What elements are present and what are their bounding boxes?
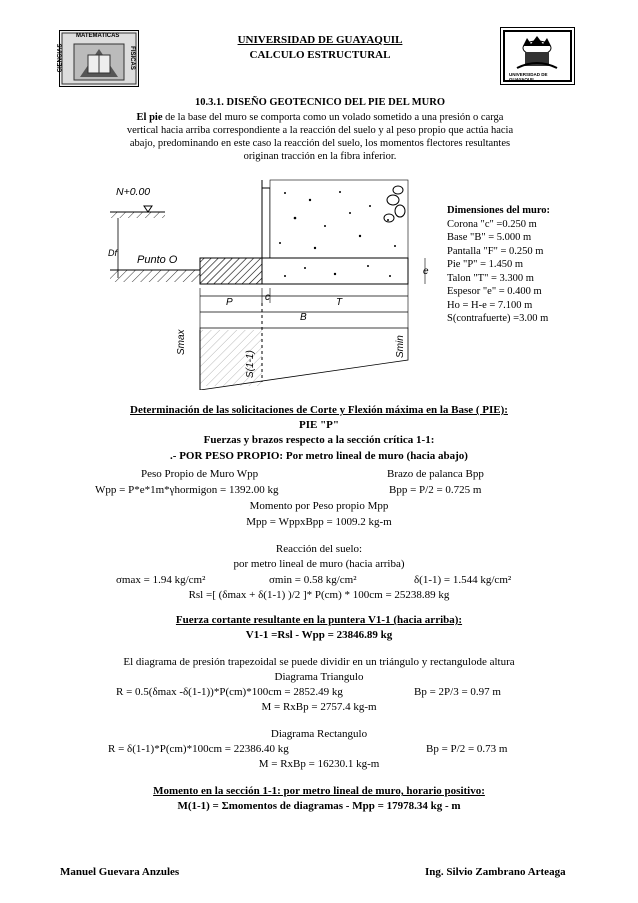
intro-line-3: abajo, predominando en este caso la reacción del suelo, los momentos flectores resultantes — [129, 138, 511, 149]
intro-line-1 — [100, 111, 540, 124]
rsl-value: Rsl =[ (δmax + δ(1-1) )/2 ]* P(cm) * 100cm = 25238.89 kg — [188, 589, 450, 601]
df-label: Df — [108, 248, 117, 258]
intro-bold: El pie — [136, 112, 163, 123]
dim-base: Base "B" = 5.000 m — [447, 232, 532, 243]
ground-hatch — [110, 212, 165, 218]
mpp-value: Mpp = WppxBpp = 1009.2 kg-m — [246, 516, 392, 528]
footer-teacher: Ing. Silvio Zambrano Arteaga — [425, 866, 566, 878]
smax-label: Smax — [176, 329, 187, 355]
mpp-label: Momento por Peso propio Mpp — [249, 500, 389, 512]
c-label: c — [265, 292, 270, 303]
bpp-label: Brazo de palanca Bpp — [387, 468, 484, 480]
level-label: N+0.00 — [116, 186, 151, 198]
course-title: CALCULO ESTRUCTURAL — [249, 49, 391, 61]
rectangle-title: Diagrama Rectangulo — [270, 728, 368, 740]
dim-pantalla: Pantalla "F" = 0.250 m — [447, 245, 544, 257]
shear-title: Fuerza cortante resultante en la puntera V1-1 (hacia arriba): — [175, 614, 463, 626]
university-title: UNIVERSIDAD DE GUAYAQUIL — [237, 34, 403, 46]
b-label: B — [300, 312, 307, 323]
triangle-title: Diagrama Triangulo — [274, 671, 364, 683]
peso-title: .- POR PESO PROPIO: Por metro lineal de muro (hacia abajo) — [170, 450, 468, 462]
wall-diagram — [100, 178, 430, 390]
forces-title: Fuerzas y brazos respecto a la sección crítica 1-1: — [203, 434, 435, 446]
dim-contrafuerte: S(contrafuerte) =3.00 m — [447, 313, 549, 324]
triangle-bp: Bp = 2P/3 = 0.97 m — [414, 686, 501, 698]
reaction-sub: por metro lineal de muro (hacia arriba) — [233, 558, 405, 570]
reaction-label: Reacción del suelo: — [275, 543, 363, 555]
logo-text-left: CIENCIAS — [57, 43, 64, 73]
intro-text: de la base del muro se comporta como un volado sometido a una presión o carga — [162, 112, 504, 123]
bpp-value: Bpp = P/2 = 0.725 m — [389, 484, 482, 496]
dimensions-block — [447, 204, 627, 326]
dim-corona: Corona "c" =0.250 m — [447, 218, 537, 230]
foot-section — [200, 258, 262, 284]
smax-value: σmax = 1.94 kg/cm² — [116, 574, 206, 586]
intro-line-4: originan tracción en la fibra inferior. — [243, 151, 397, 162]
triangle-r: R = 0.5(δmax -δ(1-1))*P(cm)*100cm = 2852.49 kg — [116, 686, 343, 698]
faculty-logo — [59, 30, 139, 87]
s11-value: δ(1-1) = 1.544 kg/cm² — [414, 574, 512, 586]
triangle-m: M = RxBp = 2757.4 kg-m — [261, 701, 377, 713]
det-title: Determinación de las solicitaciones de Corte y Flexión máxima en la Base ( PIE): — [130, 404, 508, 416]
shear-value: V1-1 =Rsl - Wpp = 23846.89 kg — [245, 629, 393, 641]
rectangle-bp: Bp = P/2 = 0.73 m — [426, 743, 508, 755]
university-logo — [500, 27, 575, 85]
s11-label: S(1-1) — [245, 350, 256, 378]
section-title: 10.3.1. DISEÑO GEOTECNICO DEL PIE DEL MURO — [194, 97, 445, 108]
smin-label: Smin — [395, 335, 406, 358]
heel-slab — [262, 258, 408, 284]
e-label: e — [423, 266, 429, 277]
moment-title: Momento en la sección 1-1: por metro lineal de muro, horario positivo: — [153, 785, 485, 797]
footer-author: Manuel Guevara Anzules — [60, 866, 180, 878]
pie-label: PIE "P" — [298, 419, 340, 431]
wpp-value: Wpp = P*e*1m*γhormigon = 1392.00 kg — [95, 484, 279, 496]
dimensions-title: Dimensiones del muro: — [447, 205, 551, 216]
division-text: El diagrama de presión trapezoidal se puede dividir en un triángulo y rectangulode altura — [123, 656, 515, 668]
rectangle-m: M = RxBp = 16230.1 kg-m — [258, 758, 380, 770]
dim-espesor: Espesor "e" = 0.400 m — [447, 286, 542, 297]
logo-caption: UNIVERSIDAD DE GUAYAQUIL — [509, 72, 548, 82]
moment-value: M(1-1) = Σmomentos de diagramas - Mpp = 17978.34 kg - m — [177, 800, 461, 812]
punto-o-label: Punto O — [137, 254, 178, 266]
logo-text-top: MATEMATICAS — [76, 33, 120, 39]
logo-text-right: FISICAS — [128, 46, 135, 70]
dim-talon: Talon "T" = 3.300 m — [447, 272, 534, 284]
p-label: P — [226, 297, 233, 308]
dim-pie: Pie "P" = 1.450 m — [447, 259, 524, 270]
t-label: T — [336, 297, 343, 308]
smin-value: σmin = 0.58 kg/cm² — [269, 574, 357, 586]
dim-ho: Ho = H-e = 7.100 m — [447, 299, 533, 311]
intro-line-2: vertical hacia arriba correspondiente a la reacción del suelo y al peso propio que actúa hacia — [126, 125, 514, 136]
rectangle-r: R = δ(1-1)*P(cm)*100cm = 22386.40 kg — [108, 743, 289, 755]
wpp-label: Peso Propio de Muro Wpp — [141, 468, 259, 480]
